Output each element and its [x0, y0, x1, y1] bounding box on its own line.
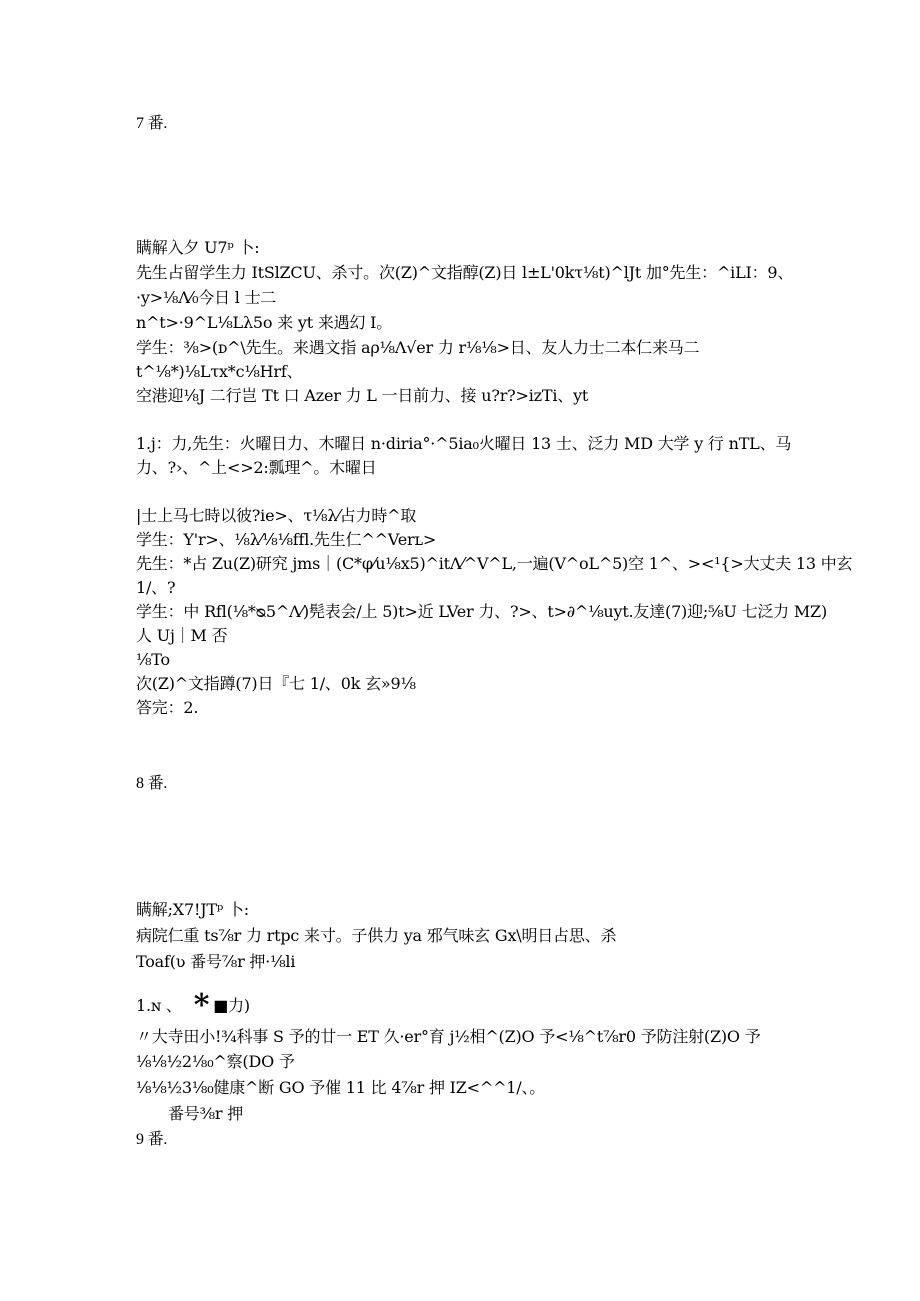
section-8-heading: 8 番.	[136, 775, 168, 792]
section-7-dialogue-line: 人 Uj｜M 否	[136, 626, 228, 645]
section-7-body-line: t^⅛*)⅛Lτx*c⅛Hrf、	[136, 362, 303, 381]
section-7-dialogue-line: |士上马七時以彼?ie>、τ⅛λ⁄占力時^取	[136, 506, 417, 525]
section-7-body-line: 学生：⅜>(ᴅ^\先生。来遇文指 aρ⅛Λ√er 力 r⅛⅛>日、友人力士二本仁来马二	[136, 338, 700, 357]
section-8-body-line: Toaf(ʋ 番号⅞r 押·⅛li	[136, 952, 296, 971]
section-7-dialogue-line: 学生：Y'r>、⅛λ⁄⅛⅛ffl.先生仁^^Verʟ>	[136, 530, 437, 549]
section-7-body-line: 先生占留学生力 ItSlZCU、杀寸。次(Z)^文指醇(Z)日 l±L'0kτ⅛t)^lJt 加°先生：^iLI：9、	[136, 263, 794, 282]
section-7-intro-line: 瞒解入夕 U7ᵖ 卜:	[136, 238, 260, 257]
section-8-option-line: ⅛⅛½2⅛₀^察(DO 予	[136, 1052, 295, 1071]
section-7-answer: 答完：2.	[136, 698, 199, 717]
options-header-tail: ■力)	[213, 996, 250, 1015]
section-7-body-line: ·y>⅛Λ⁄₀今日 l 士二	[136, 288, 277, 307]
section-7-question-line: 1.j：力,先生：火曜日力、木曜日 n·diria°·^5ia₀火曜日 13 士、泛力 MD 大学 y 行 nTL、马	[136, 434, 792, 453]
options-header-star: *	[193, 988, 210, 1023]
section-8-option-line: 番号⅜r 押	[168, 1104, 244, 1123]
section-7-heading: 7 番.	[136, 115, 168, 132]
section-7-body-line: 空港迎⅛J 二行岂 Tt 口 Azer 力 L 一日前力、接 u?r?>izTi、yt	[136, 386, 589, 405]
section-7-body-line: n^t>·9^L⅛Lλ5o 来 yt 来遇幻 I。	[136, 313, 393, 332]
section-7-dialogue-line: 1/、?	[136, 578, 176, 597]
section-7-dialogue-line: 先生：*占 Zu(Z)研究 jms｜(C*φ⁄u⅛x5)^itΛ⁄^V^L,一遍(V^oL^5)空 1^、><¹{>大丈夫 13 中玄	[136, 554, 853, 573]
section-8-options-header	[136, 988, 250, 1023]
section-8-option-line: ⅛⅛½3⅛₀健康^断 GO 予催 11 比 4⅞r 押 IZ<^^1/、。	[136, 1078, 546, 1097]
section-8-body-line: 病院仁重 ts⅞r 力 rtpc 来寸。子供力 ya 邪气味玄 Gx\明日占思、杀	[136, 926, 617, 945]
section-7-dialogue-line: ⅛To	[136, 650, 170, 669]
section-7-dialogue-line: 学生：中 Rfl(⅛*ᴓ5^Λ⁄)髡表会/上 5)t>近 LVer 力、?>、t>∂^⅛uyt.友達(7)迎;⅝U 七泛力 MZ)	[136, 602, 827, 621]
section-9-heading: 9 番.	[136, 1131, 168, 1148]
section-7-dialogue-line: 次(Z)^文指蹲(7)日『七 1/、0k 玄»9⅛	[136, 674, 416, 693]
options-header-number: 1.ɴ 、	[136, 996, 182, 1015]
section-8-option-line: 〃大寺田小!¾科事 S 予的廿一 ET 久·er°育 j½相^(Z)O 予<⅛^t⅞r0 予防注射(Z)O 予	[136, 1027, 761, 1046]
section-8-intro-line: 瞒解;X7!JTᵖ 卜:	[136, 900, 249, 919]
section-7-question-line: 力、?›、^上<>2:瓢理^。木曜日	[136, 458, 377, 477]
